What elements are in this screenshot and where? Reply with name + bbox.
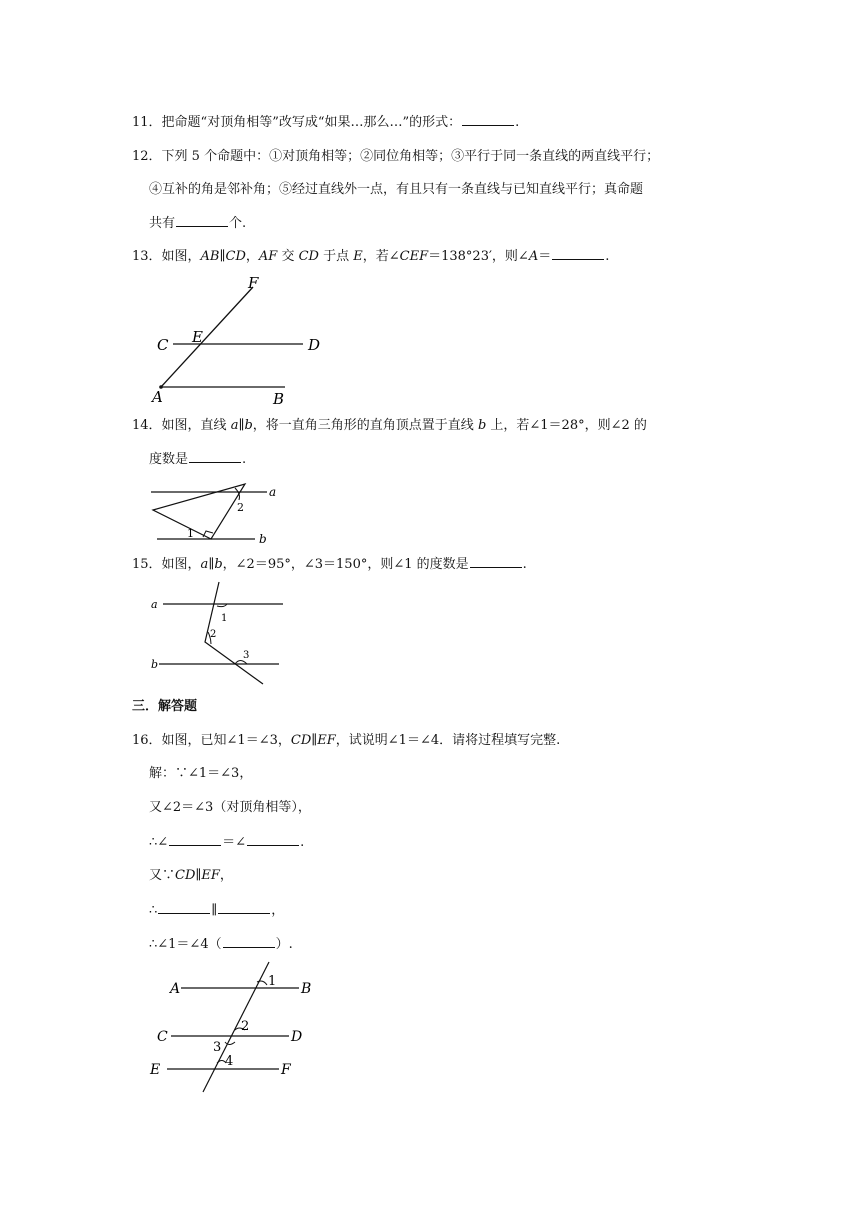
label-1: 1 [221, 613, 228, 624]
label-3: 3 [243, 650, 250, 661]
label-a: a [151, 598, 158, 611]
solution-step-4: 又∵CD∥EF， [149, 868, 233, 883]
answer-blank [176, 214, 228, 227]
question-13: 13．如图，AB∥CD，AF 交 CD 于点 E，若∠CEF＝138°23′，则∠A＝ . [132, 249, 610, 264]
label-1: 1 [187, 527, 194, 540]
solution-step-2: 又∠2＝∠3（对顶角相等）， [149, 800, 311, 815]
figure-q16 [145, 958, 345, 1093]
figure-q13 [145, 272, 345, 407]
question-14-line-1: 14．如图，直线 a∥b，将一直角三角形的直角顶点置于直线 b 上，若∠1＝28°，则∠2 的 [132, 418, 647, 433]
figure-q15 [145, 580, 295, 690]
solution-step-1: 解：∵∠1＝∠3， [149, 766, 253, 781]
question-14-line-2: 度数是 . [149, 452, 247, 467]
label-E: E [150, 1062, 161, 1078]
answer-blank [552, 247, 604, 260]
answer-blank [223, 935, 275, 948]
answer-blank [169, 833, 221, 846]
label-A: A [152, 388, 163, 406]
label-C: C [157, 336, 169, 354]
question-11: 11．把命题“对顶角相等”改写成“如果…那么…”的形式： . [132, 115, 520, 130]
label-2: 2 [237, 501, 244, 514]
question-16: 16．如图，已知∠1＝∠3，CD∥EF，试说明∠1＝∠4．请将过程填写完整. [132, 733, 561, 748]
label-C: C [157, 1029, 168, 1045]
label-D: D [291, 1029, 303, 1045]
label-E: E [192, 328, 203, 346]
solution-step-5: ∴ ∥ ， [149, 903, 285, 918]
figure-q14 [145, 476, 295, 548]
question-12-line-1: 12．下列 5 个命题中：①对顶角相等；②同位角相等；③平行于同一条直线的两直线平行； [132, 149, 660, 164]
section-heading: 三．解答题 [132, 699, 198, 714]
label-4: 4 [225, 1054, 234, 1069]
question-15: 15．如图，a∥b，∠2＝95°，∠3＝150°，则∠1 的度数是 . [132, 557, 527, 572]
answer-blank [247, 833, 299, 846]
label-2: 2 [210, 629, 217, 640]
label-B: B [273, 390, 285, 408]
angle-3-arc [225, 1042, 235, 1045]
label-a: a [269, 485, 277, 499]
label-A: A [170, 981, 181, 997]
label-D: D [308, 336, 321, 354]
answer-blank [462, 113, 514, 126]
label-b: b [259, 532, 267, 546]
label-B: B [301, 981, 312, 997]
line-af [161, 287, 253, 387]
label-2: 2 [241, 1019, 250, 1034]
answer-blank [218, 901, 270, 914]
answer-blank [470, 555, 522, 568]
solution-step-3: ∴∠ ＝∠ . [149, 835, 305, 850]
question-12-line-3: 共有 个. [149, 216, 247, 231]
label-b: b [151, 658, 159, 671]
answer-blank [189, 450, 241, 463]
question-12-line-2: ④互补的角是邻补角；⑤经过直线外一点，有且只有一条直线与已知直线平行；真命题 [149, 182, 644, 197]
label-1: 1 [268, 974, 277, 989]
label-3: 3 [213, 1040, 222, 1055]
answer-blank [158, 901, 210, 914]
label-F: F [248, 274, 259, 292]
label-F: F [281, 1062, 291, 1078]
solution-step-6: ∴∠1＝∠4（ ）. [149, 937, 293, 952]
